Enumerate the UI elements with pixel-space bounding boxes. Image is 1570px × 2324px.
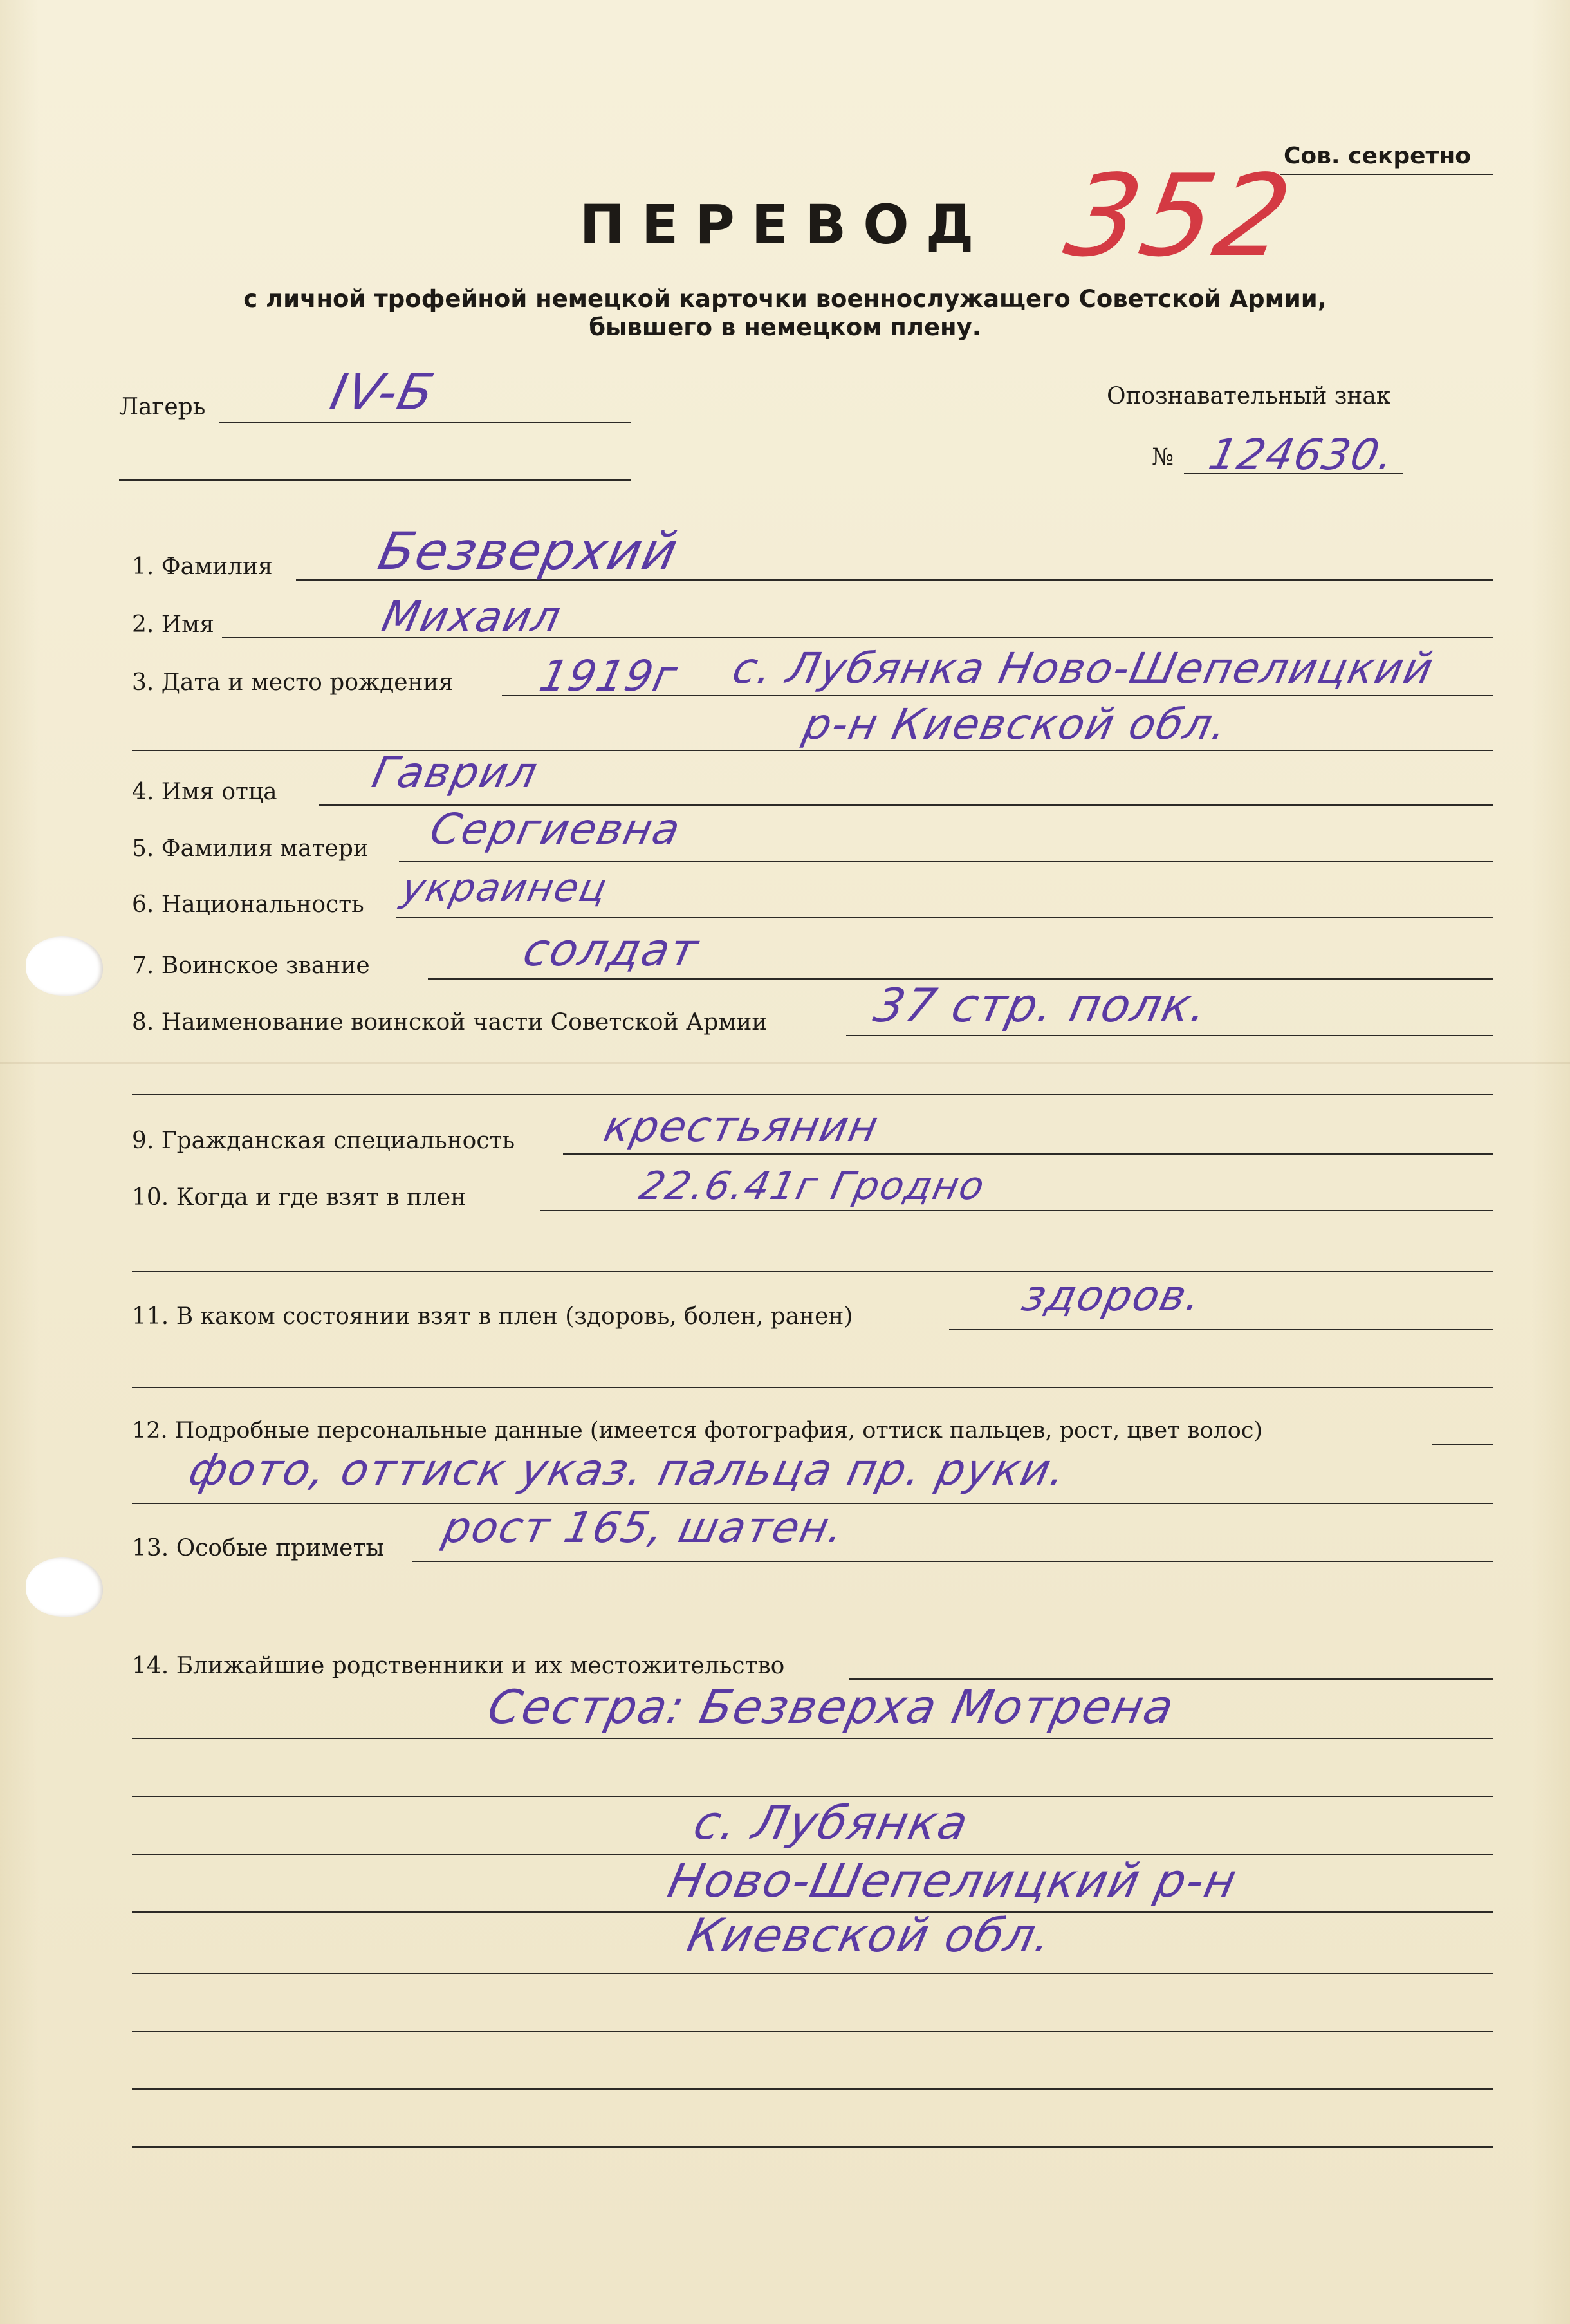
unit-line-2 [132,1094,1493,1095]
surname-value: Безверхий [373,521,685,581]
classification-underline [1280,174,1493,175]
birth-place-line1: с. Лубянка Ново-Шепелицкий [728,644,1439,693]
marks-label: 13. Особые приметы [132,1535,385,1561]
unit-value: 37 стр. полк. [869,978,1214,1032]
captured-line [540,1210,1493,1211]
surname-label: 1. Фамилия [132,553,273,580]
page-title: ПЕРЕВОД [579,193,991,256]
paper-fold [0,1062,1570,1064]
father-label: 4. Имя отца [132,779,277,805]
punch-hole [26,936,103,996]
camp-line [219,422,631,423]
father-value: Гаврил [367,748,543,797]
relatives-line3: Ново-Шепелицкий р-н [663,1854,1242,1908]
condition-label: 11. В каком состоянии взят в плен (здоровь, болен, ранен) [132,1303,853,1330]
mother-label: 5. Фамилия матери [132,835,369,862]
relatives-line-6 [132,1973,1493,1974]
profession-line [563,1153,1493,1155]
camp-line-2 [119,479,631,481]
marks-line [412,1561,1493,1562]
birth-year: 1919г [535,651,683,701]
name-label: 2. Имя [132,611,214,638]
birth-line-2 [132,750,1493,751]
captured-value: 22.6.41г Гродно [635,1164,990,1209]
profession-value: крестьянин [599,1102,884,1151]
marks-value: рост 165, шатен. [438,1503,850,1552]
rank-label: 7. Воинское звание [132,953,370,979]
personal-data-value: фото, оттиск указ. пальца пр. руки. [184,1445,1072,1496]
nationality-value: украинец [397,866,613,911]
birth-place-line2: р-н Киевской обл. [799,700,1233,749]
mother-value: Сергиевна [425,804,686,854]
relatives-line-2 [132,1738,1493,1739]
relatives-line-7 [132,2031,1493,2032]
classification-stamp: Сов. секретно [1284,143,1471,169]
nationality-label: 6. Национальность [132,891,364,918]
relatives-line4: Киевской обл. [683,1908,1058,1962]
captured-line-2 [132,1271,1493,1272]
relatives-line-9 [132,2146,1493,2148]
condition-line [949,1329,1493,1330]
captured-label: 10. Когда и где взят в плен [132,1184,466,1211]
personal-data-label: 12. Подробные персональные данные (имеется фотография, оттиск пальцев, рост, цвет волос) [132,1418,1263,1444]
id-tag-label: Опознавательный знак [1107,383,1391,409]
id-tag-number-label: № [1152,444,1174,470]
camp-label: Лагерь [119,394,206,420]
unit-label: 8. Наименование воинской части Советской Армии [132,1009,768,1036]
birth-label: 3. Дата и место рождения [132,669,454,696]
subtitle-line2: бывшего в немецком плену. [589,313,981,341]
relatives-line1: Сестра: Безверха Мотрена [483,1680,1180,1734]
condition-line-2 [132,1387,1493,1388]
name-value: Михаил [377,592,566,642]
relatives-label: 14. Ближайшие родственники и их местожительство [132,1653,785,1679]
profession-label: 9. Гражданская специальность [132,1128,515,1154]
mother-line [399,861,1493,862]
punch-hole [26,1557,103,1617]
id-tag-value: 124630. [1204,430,1400,479]
condition-value: здоров. [1017,1271,1207,1321]
personal-data-line [1432,1444,1493,1445]
camp-value: IV-Б [325,364,440,422]
relatives-line-8 [132,2088,1493,2090]
nationality-line [396,917,1493,918]
document-number: 352 [1057,151,1302,282]
rank-value: солдат [519,924,704,976]
unit-line [846,1035,1493,1036]
subtitle-line1: с личной трофейной немецкой карточки военнослужащего Советской Армии, [243,285,1327,313]
relatives-line2: с. Лубянка [689,1796,974,1850]
